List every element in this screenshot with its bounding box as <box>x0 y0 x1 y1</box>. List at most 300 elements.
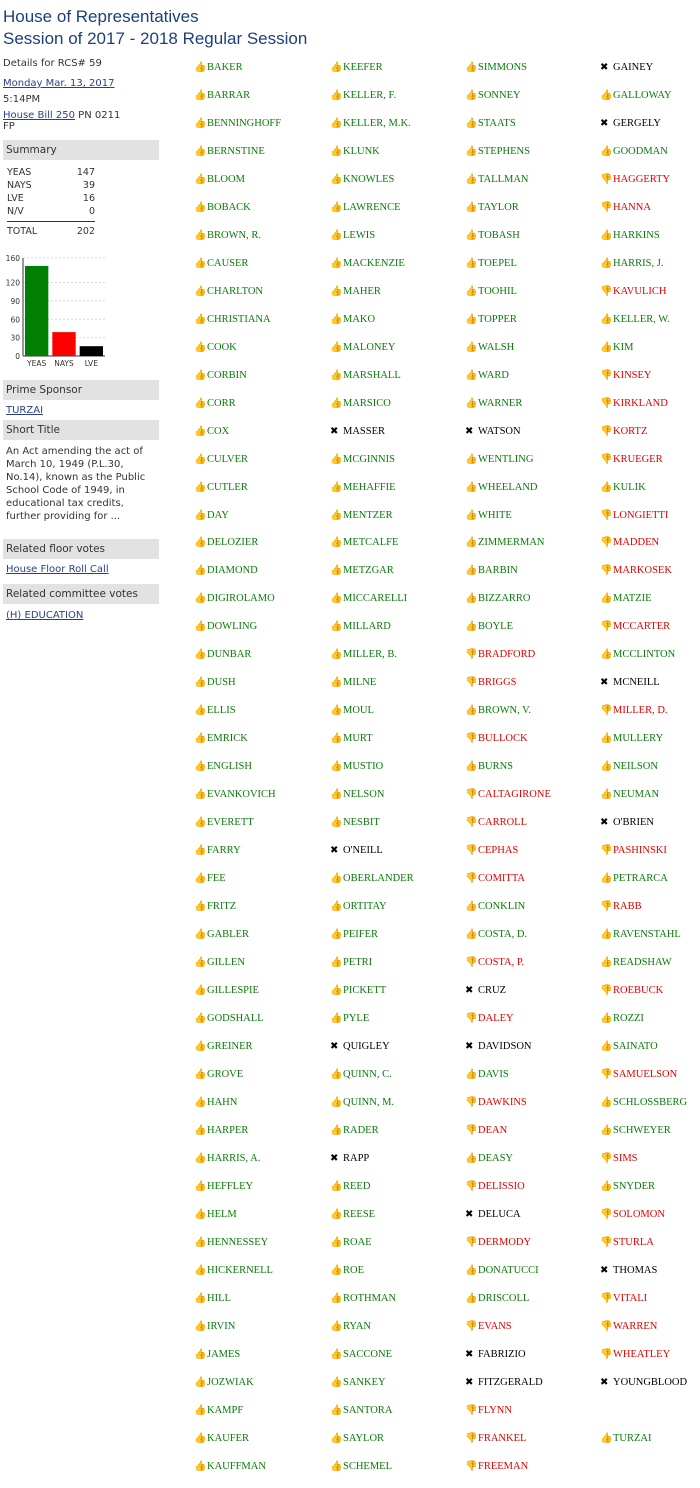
legislator-vote <box>465 1432 526 1446</box>
legislator-vote <box>330 229 375 243</box>
legislator-vote <box>600 61 653 75</box>
legislator-vote <box>600 453 663 467</box>
legislator-name: TOBASH <box>478 229 520 241</box>
legislator-name: BROWN, R. <box>207 229 261 241</box>
thumbs-up-icon: 👍 <box>465 257 478 269</box>
legislator-vote <box>330 1292 396 1306</box>
thumbs-down-icon: 👎 <box>600 1208 613 1220</box>
legislator-vote <box>330 676 376 690</box>
y-tick-label: 30 <box>10 333 20 343</box>
legislator-vote <box>330 145 380 159</box>
legislator-name: SCHWEYER <box>613 1124 671 1136</box>
legislator-vote <box>194 313 271 327</box>
committee-vote-link[interactable]: (H) EDUCATION <box>6 610 84 621</box>
thumbs-up-icon: 👍 <box>465 509 478 521</box>
legislator-vote <box>330 341 396 355</box>
legislator-vote <box>194 453 248 467</box>
thumbs-up-icon: 👍 <box>330 285 343 297</box>
legislator-vote <box>194 1432 249 1446</box>
legislator-vote <box>600 1348 670 1362</box>
legislator-vote <box>194 1068 243 1082</box>
legislator-name: MENTZER <box>343 509 393 521</box>
thumbs-up-icon: 👍 <box>600 1180 613 1192</box>
thumbs-up-icon: 👍 <box>194 593 207 605</box>
date-link[interactable]: Monday Mar. 13, 2017 <box>3 78 115 89</box>
legislator-name: DELUCA <box>478 1208 521 1220</box>
page-title <box>3 6 307 50</box>
thumbs-up-icon: 👍 <box>194 649 207 661</box>
legislator-vote <box>330 61 383 75</box>
legislator-name: KORTZ <box>613 425 648 437</box>
thumbs-up-icon: 👍 <box>194 481 207 493</box>
thumbs-up-icon: 👍 <box>330 1404 343 1416</box>
thumbs-up-icon: 👍 <box>194 761 207 773</box>
legislator-vote <box>465 984 506 998</box>
legislator-vote <box>600 341 633 355</box>
legislator-name: SANKEY <box>343 1376 386 1388</box>
thumbs-up-icon: 👍 <box>330 929 343 941</box>
legislator-name: HANNA <box>613 201 651 213</box>
short-title-heading: Short Title <box>3 420 159 440</box>
legislator-name: WARNER <box>478 397 523 409</box>
thumbs-up-icon: 👍 <box>600 1432 613 1444</box>
legislator-name: WHITE <box>478 509 512 521</box>
thumbs-up-icon: 👍 <box>194 929 207 941</box>
legislator-vote <box>465 1348 526 1362</box>
legislator-vote <box>465 1096 527 1110</box>
legislator-name: ROZZI <box>613 1012 644 1024</box>
legislator-name: FREEMAN <box>478 1460 529 1472</box>
legislator-name: KIM <box>613 341 634 353</box>
legislator-vote <box>600 201 651 215</box>
legislator-vote <box>194 509 229 523</box>
thumbs-up-icon: 👍 <box>194 117 207 129</box>
legislator-name: O'NEILL <box>343 845 383 857</box>
legislator-vote <box>330 257 405 271</box>
legislator-name: GAINEY <box>613 62 654 73</box>
legislator-name: COSTA, D. <box>478 929 528 941</box>
x-icon: ✖ <box>330 1040 339 1052</box>
thumbs-up-icon: 👍 <box>194 62 207 73</box>
legislator-vote <box>330 1236 372 1250</box>
x-icon: ✖ <box>330 1152 339 1164</box>
legislator-vote <box>465 648 535 662</box>
thumbs-up-icon: 👍 <box>194 313 207 325</box>
legislator-vote <box>194 844 241 858</box>
legislator-vote <box>330 620 391 634</box>
legislator-name: WARREN <box>613 1320 658 1332</box>
legislator-vote <box>330 1320 371 1334</box>
thumbs-up-icon: 👍 <box>194 397 207 409</box>
summary-row <box>7 192 95 205</box>
thumbs-up-icon: 👍 <box>600 649 613 661</box>
thumbs-up-icon: 👍 <box>330 789 343 801</box>
thumbs-up-icon: 👍 <box>465 117 478 129</box>
legislator-vote <box>465 760 513 774</box>
thumbs-up-icon: 👍 <box>194 1180 207 1192</box>
legislator-name: TALLMAN <box>478 173 529 185</box>
vote-bar-chart <box>3 252 113 374</box>
legislator-vote <box>194 620 257 634</box>
legislator-vote <box>194 872 226 886</box>
legislator-vote <box>330 648 397 662</box>
thumbs-down-icon: 👎 <box>600 173 613 185</box>
legislator-name: BARRAR <box>207 89 251 101</box>
legislator-vote <box>194 201 251 215</box>
summary-total-label: TOTAL <box>7 226 38 237</box>
summary-heading: Summary <box>3 140 159 160</box>
thumbs-up-icon: 👍 <box>465 453 478 465</box>
legislator-vote <box>600 872 668 886</box>
legislator-vote <box>194 732 248 746</box>
legislator-name: DOWLING <box>207 621 258 633</box>
legislator-name: BROWN, V. <box>478 705 531 717</box>
thumbs-up-icon: 👍 <box>194 1404 207 1416</box>
legislator-name: QUINN, M. <box>343 1096 395 1108</box>
thumbs-up-icon: 👍 <box>194 1152 207 1164</box>
thumbs-up-icon: 👍 <box>465 929 478 941</box>
legislator-vote <box>465 1460 528 1474</box>
bill-link[interactable]: House Bill 250 <box>3 110 75 121</box>
legislator-name: FABRIZIO <box>478 1348 526 1360</box>
thumbs-up-icon: 👍 <box>330 1320 343 1332</box>
legislator-name: GROVE <box>207 1068 244 1080</box>
legislator-name: HEFFLEY <box>207 1180 254 1192</box>
legislator-name: BOBACK <box>207 201 251 213</box>
legislator-name: MARKOSEK <box>613 565 672 577</box>
thumbs-down-icon: 👎 <box>465 1320 478 1332</box>
legislator-name: MUSTIO <box>343 761 384 773</box>
thumbs-up-icon: 👍 <box>194 229 207 241</box>
legislator-vote <box>465 1180 525 1194</box>
thumbs-down-icon: 👎 <box>465 677 478 689</box>
legislator-name: BURNS <box>478 761 514 773</box>
legislator-vote <box>600 397 668 411</box>
legislator-vote <box>194 425 229 439</box>
legislator-vote <box>465 1320 512 1334</box>
thumbs-up-icon: 👍 <box>465 1068 478 1080</box>
thumbs-up-icon: 👍 <box>600 481 613 493</box>
thumbs-down-icon: 👎 <box>600 705 613 717</box>
legislator-vote <box>194 1404 243 1418</box>
legislator-vote <box>330 1152 369 1166</box>
legislator-name: BULLOCK <box>478 733 528 745</box>
summary-row <box>7 166 95 179</box>
legislator-vote <box>600 1292 647 1306</box>
legislator-name: COSTA, P. <box>478 957 525 969</box>
legislator-vote <box>465 117 516 131</box>
legislator-vote <box>600 1320 657 1334</box>
floor-roll-call-link[interactable]: House Floor Roll Call <box>6 564 109 575</box>
legislator-vote <box>330 173 394 187</box>
legislator-name: KELLER, W. <box>613 313 670 325</box>
thumbs-up-icon: 👍 <box>465 621 478 633</box>
legislator-vote <box>330 1124 379 1138</box>
thumbs-up-icon: 👍 <box>600 313 613 325</box>
legislator-vote <box>465 900 525 914</box>
thumbs-up-icon: 👍 <box>194 201 207 213</box>
thumbs-down-icon: 👎 <box>465 1180 478 1192</box>
thumbs-up-icon: 👍 <box>194 873 207 885</box>
legislator-vote <box>194 760 252 774</box>
thumbs-up-icon: 👍 <box>330 649 343 661</box>
thumbs-up-icon: 👍 <box>330 761 343 773</box>
y-tick-label: 60 <box>10 315 20 325</box>
legislator-name: SNYDER <box>613 1180 656 1192</box>
legislator-vote <box>330 592 407 606</box>
legislator-vote <box>194 229 261 243</box>
x-icon: ✖ <box>600 1376 609 1388</box>
legislator-name: COX <box>207 425 230 437</box>
sponsor-link[interactable]: TURZAI <box>6 405 44 416</box>
legislator-vote <box>600 313 670 327</box>
legislator-vote <box>600 956 672 970</box>
thumbs-up-icon: 👍 <box>194 789 207 801</box>
legislator-vote <box>330 900 387 914</box>
x-tick-label: YEAS <box>27 359 47 368</box>
legislator-name: VITALI <box>613 1292 648 1304</box>
legislator-vote <box>600 173 670 187</box>
thumbs-down-icon: 👎 <box>465 1096 478 1108</box>
thumbs-up-icon: 👍 <box>465 285 478 297</box>
thumbs-down-icon: 👎 <box>600 1068 613 1080</box>
legislator-vote <box>465 257 517 271</box>
legislator-vote <box>600 1236 654 1250</box>
thumbs-up-icon: 👍 <box>330 677 343 689</box>
legislator-name: DAY <box>207 509 229 521</box>
legislator-vote <box>465 509 512 523</box>
thumbs-up-icon: 👍 <box>194 1432 207 1444</box>
legislator-name: PASHINSKI <box>613 845 667 857</box>
legislator-vote <box>330 1096 394 1110</box>
legislator-vote <box>194 341 237 355</box>
legislator-name: SIMMONS <box>478 62 528 73</box>
legislator-vote <box>465 1208 521 1222</box>
x-icon: ✖ <box>600 117 609 129</box>
legislator-vote <box>465 341 514 355</box>
x-icon: ✖ <box>600 817 609 829</box>
legislator-vote <box>194 61 243 75</box>
legislator-name: RABB <box>613 901 642 913</box>
legislator-name: DIGIROLAMO <box>207 593 275 605</box>
legislator-vote <box>194 1208 237 1222</box>
x-icon: ✖ <box>600 1264 609 1276</box>
legislator-vote <box>194 1348 240 1362</box>
legislator-vote <box>465 956 524 970</box>
legislator-name: CEPHAS <box>478 845 519 857</box>
thumbs-up-icon: 👍 <box>465 705 478 717</box>
thumbs-up-icon: 👍 <box>330 341 343 353</box>
legislator-vote <box>465 564 518 578</box>
legislator-vote <box>194 956 245 970</box>
thumbs-up-icon: 👍 <box>330 1292 343 1304</box>
thumbs-up-icon: 👍 <box>600 733 613 745</box>
x-tick-label: NAYS <box>54 359 74 368</box>
legislator-vote <box>194 536 258 550</box>
title-line-2: Session of 2017 - 2018 Regular Session <box>3 29 308 48</box>
thumbs-up-icon: 👍 <box>330 1236 343 1248</box>
thumbs-up-icon: 👍 <box>465 201 478 213</box>
thumbs-up-icon: 👍 <box>194 1012 207 1024</box>
legislator-name: LONGIETTI <box>613 509 669 521</box>
legislator-name: RAPP <box>343 1152 370 1164</box>
thumbs-up-icon: 👍 <box>600 761 613 773</box>
thumbs-up-icon: 👍 <box>330 397 343 409</box>
legislator-name: SONNEY <box>478 89 521 101</box>
legislator-name: DUNBAR <box>207 649 252 661</box>
legislator-vote <box>194 285 263 299</box>
thumbs-up-icon: 👍 <box>330 509 343 521</box>
thumbs-up-icon: 👍 <box>465 1292 478 1304</box>
thumbs-up-icon: 👍 <box>330 817 343 829</box>
legislator-name: TURZAI <box>613 1432 652 1444</box>
legislator-name: SACCONE <box>343 1348 393 1360</box>
legislator-vote <box>330 397 391 411</box>
legislator-vote <box>330 760 383 774</box>
legislator-vote <box>600 1208 665 1222</box>
legislator-vote <box>194 369 247 383</box>
legislator-vote <box>194 648 251 662</box>
bar-nays <box>52 332 75 356</box>
thumbs-up-icon: 👍 <box>330 89 343 101</box>
thumbs-down-icon: 👎 <box>600 985 613 996</box>
legislator-vote <box>600 788 659 802</box>
thumbs-up-icon: 👍 <box>600 1040 613 1052</box>
thumbs-down-icon: 👎 <box>465 1404 478 1416</box>
legislator-name: DIAMOND <box>207 565 258 577</box>
legislator-name: QUIGLEY <box>343 1040 390 1052</box>
thumbs-up-icon: 👍 <box>194 565 207 577</box>
legislator-name: MILLER, D. <box>613 705 668 717</box>
legislator-vote <box>194 676 236 690</box>
thumbs-up-icon: 👍 <box>330 1208 343 1220</box>
thumbs-up-icon: 👍 <box>194 1236 207 1248</box>
legislator-name: BRADFORD <box>478 649 536 661</box>
legislator-name: HILL <box>207 1292 231 1304</box>
thumbs-up-icon: 👍 <box>600 593 613 605</box>
legislator-name: DERMODY <box>478 1236 532 1248</box>
legislator-vote <box>600 369 652 383</box>
legislator-name: HARRIS, A. <box>207 1152 261 1164</box>
thumbs-down-icon: 👎 <box>600 1348 613 1360</box>
thumbs-up-icon: 👍 <box>194 425 207 437</box>
legislator-name: EVERETT <box>207 817 254 829</box>
legislator-vote <box>194 1376 254 1390</box>
thumbs-up-icon: 👍 <box>194 817 207 829</box>
legislator-vote <box>194 564 258 578</box>
thumbs-down-icon: 👎 <box>600 1320 613 1332</box>
legislator-vote <box>600 1124 671 1138</box>
legislator-vote <box>194 592 275 606</box>
thumbs-up-icon: 👍 <box>194 509 207 521</box>
legislator-vote <box>194 1152 260 1166</box>
thumbs-up-icon: 👍 <box>330 201 343 213</box>
legislator-name: HARKINS <box>613 229 660 241</box>
legislator-vote <box>194 173 245 187</box>
legislator-name: COOK <box>207 341 237 353</box>
thumbs-up-icon: 👍 <box>330 1068 343 1080</box>
summary-key: NAYS <box>7 180 32 191</box>
y-tick-label: 160 <box>5 254 20 263</box>
thumbs-up-icon: 👍 <box>194 1068 207 1080</box>
legislator-name: WATSON <box>478 425 521 437</box>
summary-value: 147 <box>76 167 95 178</box>
legislator-vote <box>600 117 661 131</box>
thumbs-up-icon: 👍 <box>194 1348 207 1360</box>
thumbs-up-icon: 👍 <box>194 1208 207 1220</box>
legislator-name: O'BRIEN <box>613 817 654 829</box>
legislator-name: MADDEN <box>613 537 660 549</box>
legislator-vote <box>465 676 517 690</box>
legislator-name: KAUFFMAN <box>207 1460 266 1472</box>
thumbs-up-icon: 👍 <box>194 537 207 549</box>
thumbs-up-icon: 👍 <box>194 89 207 101</box>
legislator-name: DRISCOLL <box>478 1292 530 1304</box>
legislator-name: BARBIN <box>478 565 518 577</box>
legislator-vote <box>465 592 531 606</box>
legislator-name: DAVIS <box>478 1068 509 1080</box>
legislator-name: CUTLER <box>207 481 248 493</box>
legislator-name: STURLA <box>613 1236 654 1248</box>
legislator-vote <box>465 1040 531 1054</box>
thumbs-up-icon: 👍 <box>465 901 478 913</box>
legislator-vote <box>600 592 652 606</box>
thumbs-up-icon: 👍 <box>465 761 478 773</box>
legislator-vote <box>600 732 663 746</box>
thumbs-up-icon: 👍 <box>194 985 207 996</box>
legislator-name: RADER <box>343 1124 379 1136</box>
legislator-vote <box>600 620 670 634</box>
legislator-vote <box>465 89 521 103</box>
thumbs-up-icon: 👍 <box>330 1124 343 1136</box>
legislator-name: EVANS <box>478 1320 512 1332</box>
thumbs-down-icon: 👎 <box>600 369 613 381</box>
legislator-name: CALTAGIRONE <box>478 789 551 801</box>
thumbs-up-icon: 👍 <box>330 621 343 633</box>
thumbs-up-icon: 👍 <box>465 481 478 493</box>
legislator-vote <box>194 1264 273 1278</box>
floor-votes-heading: Related floor votes <box>3 539 159 559</box>
legislator-name: ROE <box>343 1264 364 1276</box>
bar-yeas <box>25 266 48 356</box>
legislator-vote <box>600 145 668 159</box>
thumbs-up-icon: 👍 <box>330 1460 343 1472</box>
legislator-name: HENNESSEY <box>207 1236 269 1248</box>
legislator-name: GREINER <box>207 1040 253 1052</box>
legislator-vote <box>600 1068 677 1082</box>
legislator-vote <box>600 1376 687 1390</box>
thumbs-up-icon: 👍 <box>330 1096 343 1108</box>
legislator-name: KIRKLAND <box>613 397 668 409</box>
legislator-name: TOEPEL <box>478 257 517 269</box>
thumbs-down-icon: 👎 <box>465 1124 478 1136</box>
legislator-vote <box>330 928 378 942</box>
thumbs-up-icon: 👍 <box>330 1180 343 1192</box>
thumbs-up-icon: 👍 <box>330 901 343 913</box>
legislator-name: QUINN, C. <box>343 1068 392 1080</box>
legislator-name: KINSEY <box>613 369 652 381</box>
legislator-vote <box>330 956 372 970</box>
legislator-vote <box>465 285 517 299</box>
x-icon: ✖ <box>330 845 339 857</box>
legislator-vote <box>465 732 528 746</box>
thumbs-up-icon: 👍 <box>330 453 343 465</box>
legislator-vote <box>330 117 411 131</box>
thumbs-up-icon: 👍 <box>330 1432 343 1444</box>
legislator-vote <box>600 564 672 578</box>
legislator-name: DAWKINS <box>478 1096 527 1108</box>
legislator-name: BAKER <box>207 62 243 73</box>
